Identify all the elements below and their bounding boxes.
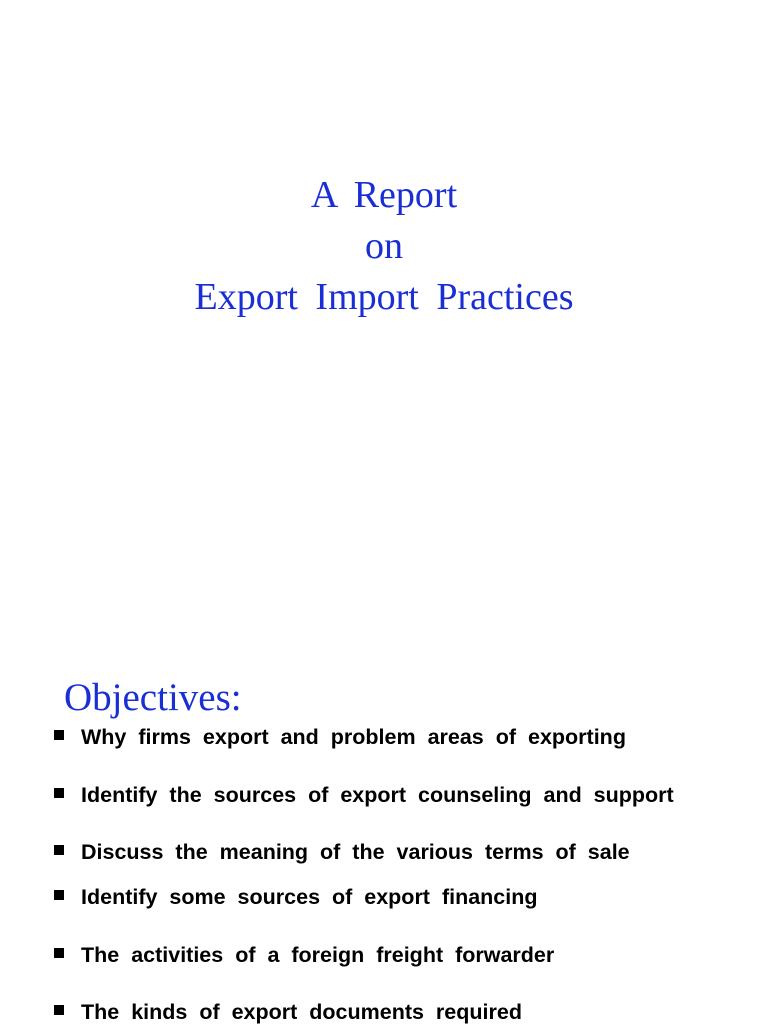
square-bullet-icon [54, 788, 64, 798]
title-line-1: A Report [310, 174, 458, 216]
objective-item-5 [54, 941, 554, 969]
title-line-2: on [365, 225, 403, 267]
objective-item-2 [54, 781, 674, 809]
objective-text: Why firms export and problem areas of exporting [81, 725, 626, 749]
objectives-heading: Objectives: [64, 676, 242, 719]
title-line-3: Export Import Practices [194, 276, 574, 318]
objective-item-3 [54, 838, 630, 866]
objective-item-6 [54, 998, 522, 1026]
objective-text: Identify the sources of export counseling and support [81, 783, 674, 807]
objective-text: The kinds of export documents required [81, 1000, 522, 1024]
square-bullet-icon [54, 948, 64, 958]
square-bullet-icon [54, 890, 64, 900]
square-bullet-icon [54, 730, 64, 740]
objective-text: The activities of a foreign freight forwarder [81, 943, 555, 967]
square-bullet-icon [54, 1005, 64, 1015]
report-title [0, 170, 768, 323]
objective-text: Identify some sources of export financing [81, 885, 538, 909]
objective-text: Discuss the meaning of the various terms of sale [81, 840, 630, 864]
square-bullet-icon [54, 845, 64, 855]
objective-item-4 [54, 883, 538, 911]
objective-item-1 [54, 723, 626, 751]
